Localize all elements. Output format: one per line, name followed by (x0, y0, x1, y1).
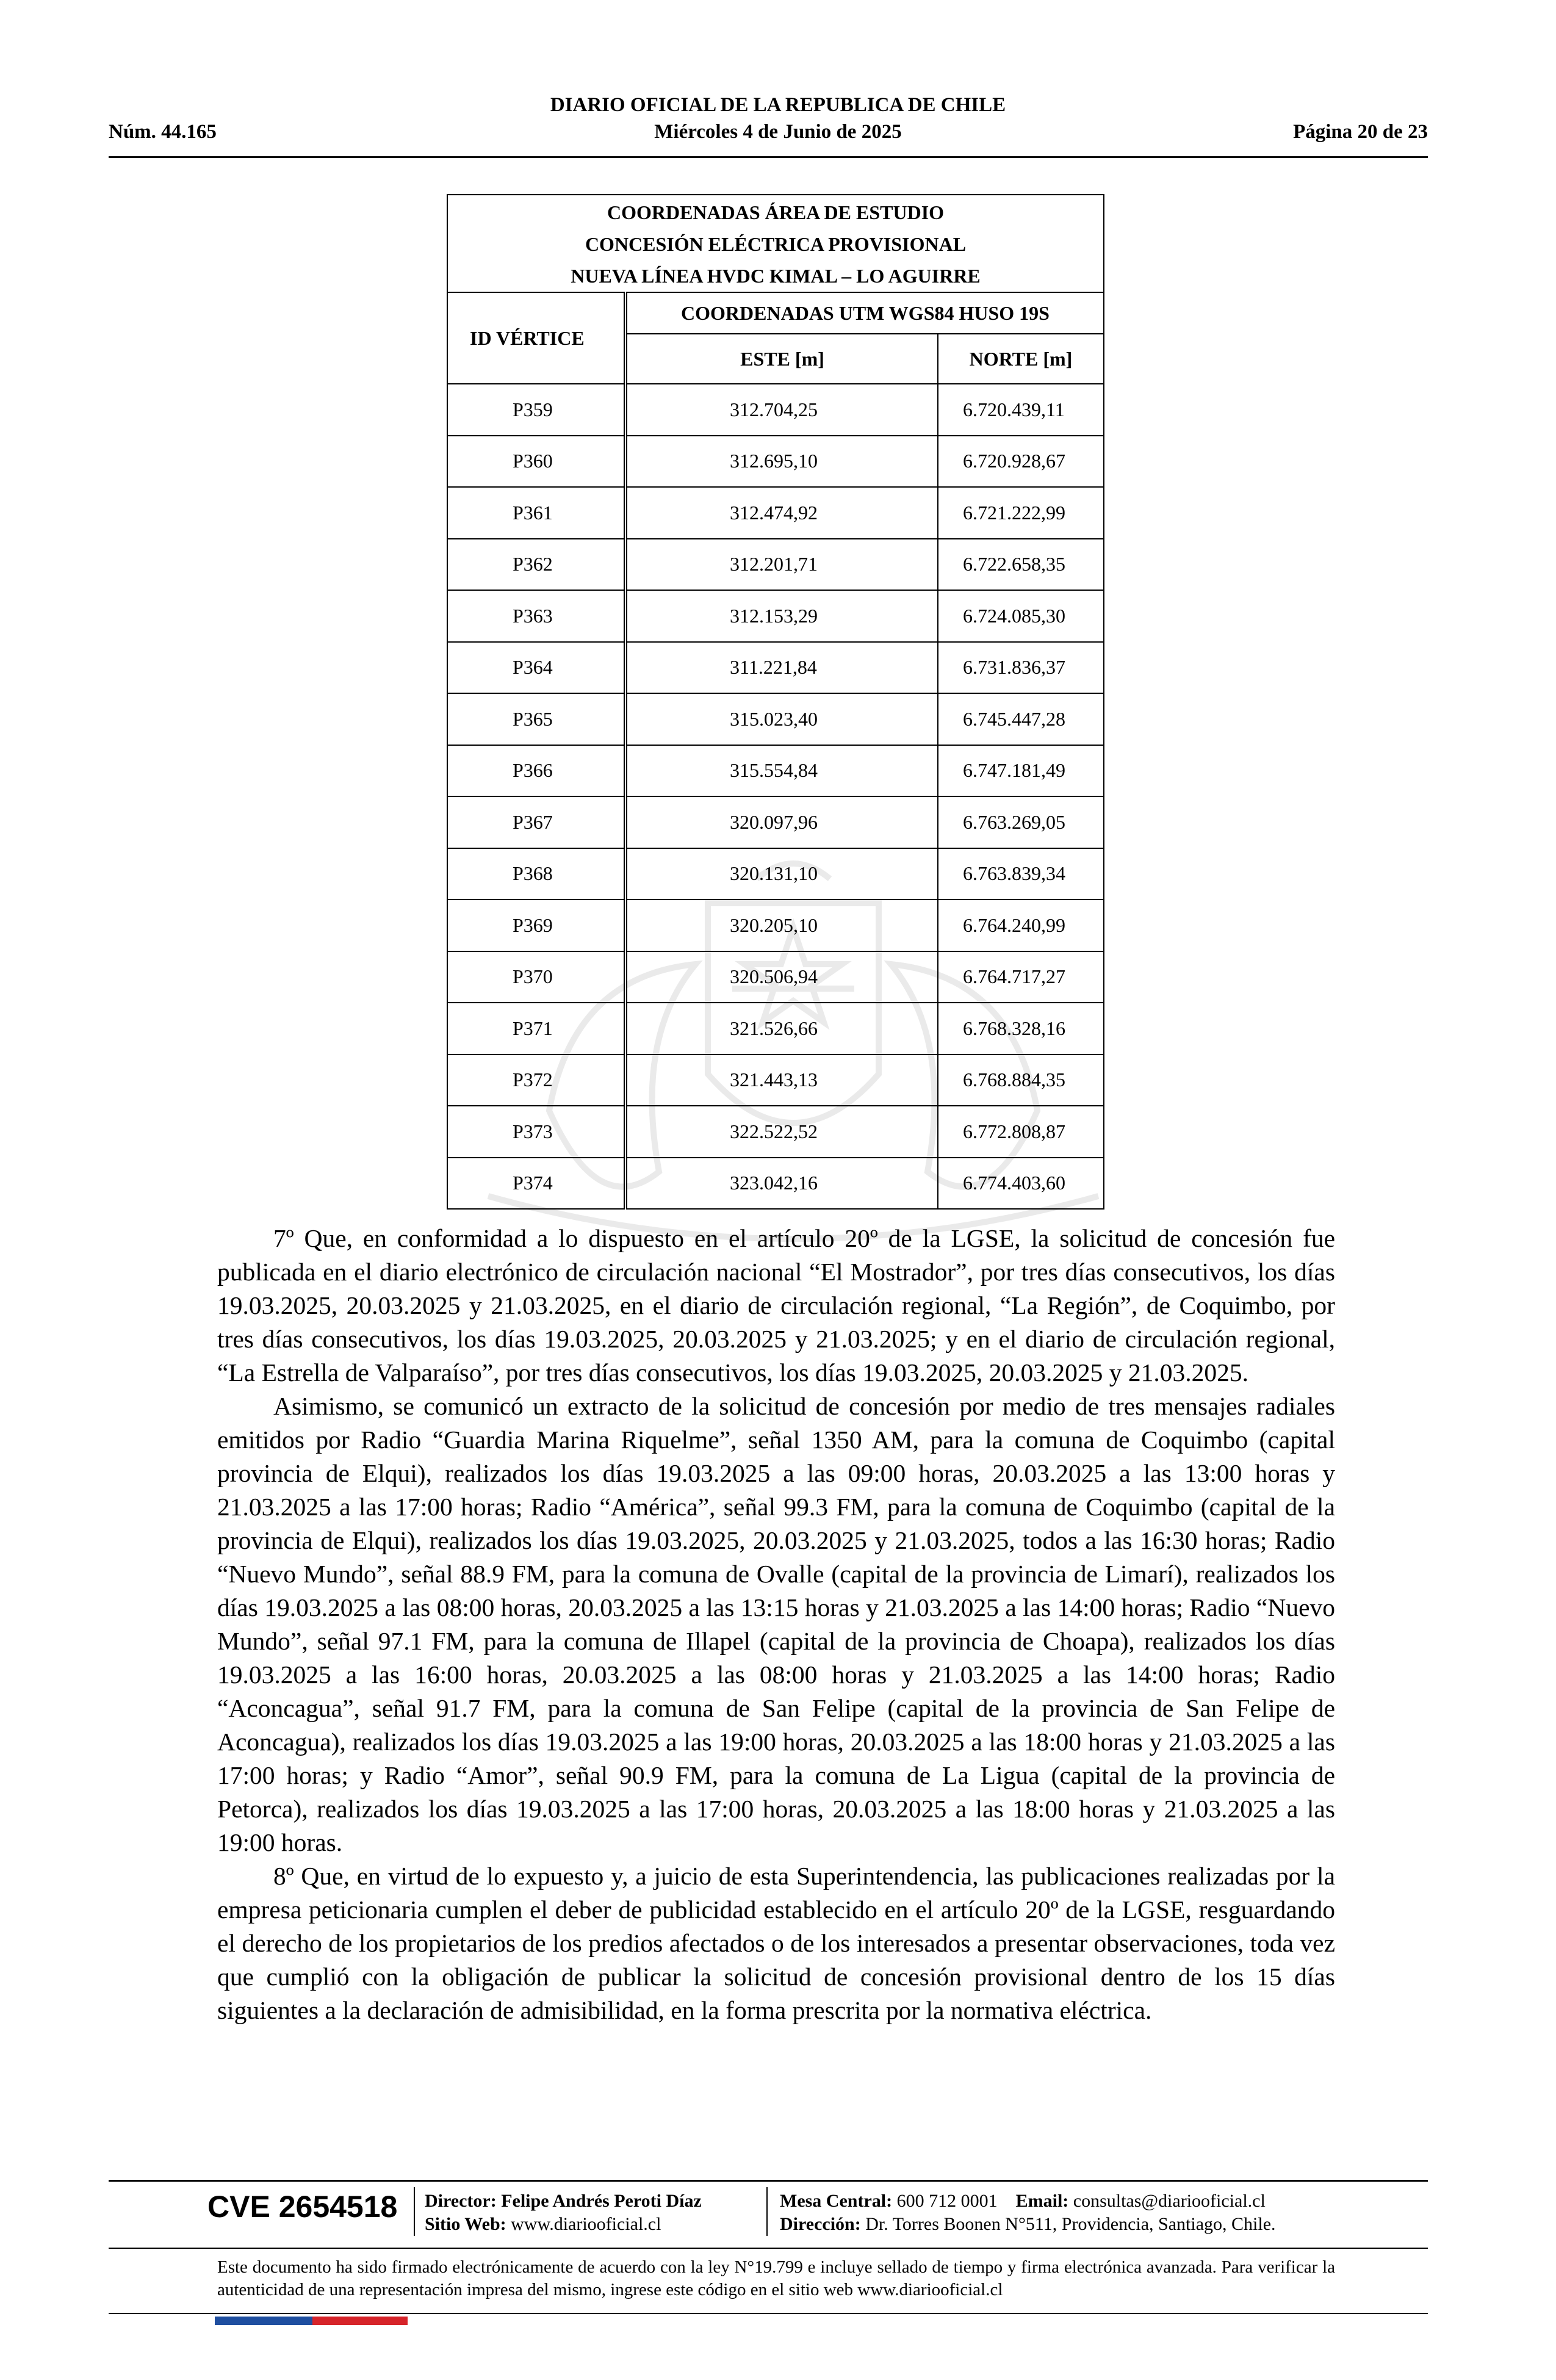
vertex-id-cell: P373 (447, 1106, 625, 1158)
paragraph-radio: Asimismo, se comunicó un extracto de la solicitud de concesión por medio de tres mensajes radiales emitidos por Radio “Guardia Marina Riquelme”, señal 1350 AM, para la comuna de Coquimbo (capital provincia de Elqui), realizados los días 19.03.2025 a las 09:00 horas, 20.03.2025 a las 13:00 horas y 21.03.2025 a las 17:00 horas; Radio “América”, señal 99.3 FM, para la comuna de Coquimbo (capital de la provincia de Elqui), realizados los días 19.03.2025, 20.03.2025 y 21.03.2025, todos a las 16:30 horas; Radio “Nuevo Mundo”, señal 88.9 FM, para la comuna de Ovalle (capital de la provincia de Limarí), realizados los días 19.03.2025 a las 08:00 horas, 20.03.2025 a las 13:15 horas y 21.03.2025 a las 14:00 horas; Radio “Nuevo Mundo”, señal 97.1 FM, para la comuna de Illapel (capital de la provincia de Choapa), realizados los días 19.03.2025 a las 16:00 horas, 20.03.2025 a las 08:00 horas y 21.03.2025 a las 14:00 horas; Radio “Aconcagua”, señal 91.7 FM, para la comuna de San Felipe (capital de la provincia de San Felipe de Aconcagua), realizados los días 19.03.2025 a las 19:00 horas, 20.03.2025 a las 18:00 horas y 21.03.2025 a las 17:00 horas; y Radio “Amor”, señal 90.9 FM, para la comuna de La Ligua (capital de la provincia de Petorca), realizados los días 19.03.2025 a las 17:00 horas, 20.03.2025 a las 18:00 horas y 21.03.2025 a las 19:00 horas. (217, 1392, 1335, 1856)
table-title-1: COORDENADAS ÁREA DE ESTUDIO (607, 201, 945, 223)
norte-cell: 6.722.658,35 (938, 539, 1104, 591)
paragraph-8: 8º Que, en virtud de lo expuesto y, a juicio de esta Superintendencia, las publicaciones realizadas por la empresa peticionaria cumplen el deber de publicidad establecido en el artículo 20º de la LGSE, resguardando el derecho de los propietarios de los predios afectados o de los interesados a presentar observaciones, toda vez que cumplió con la obligación de publicar la solicitud de concesión provisional dentro de los 15 días siguientes a la declaración de admisibilidad, en la forma prescrita por la normativa eléctrica. (217, 1862, 1335, 2024)
este-cell: 312.201,71 (625, 539, 938, 591)
norte-cell: 6.772.808,87 (938, 1106, 1104, 1158)
vertex-id-cell: P368 (447, 848, 625, 900)
page-number: Página 20 de 23 (1293, 121, 1428, 143)
footer-rule-mid (109, 2248, 1428, 2249)
table-row (447, 590, 1104, 642)
norte-cell: 6.763.269,05 (938, 796, 1104, 848)
footer-director-block (425, 2190, 702, 2236)
legal-notice: Este documento ha sido firmado electrónicamente de acuerdo con la ley N°19.799 e incluye sellado de tiempo y firma electrónica avanzada. Para verificar la autenticidad de una representación impresa del mismo, ingrese este código en el sitio web www.diariooficial.cl (217, 2257, 1335, 2299)
table-row (447, 693, 1104, 745)
este-cell: 312.153,29 (625, 590, 938, 642)
footer-rule-top (109, 2180, 1428, 2182)
site-url[interactable]: www.diariooficial.cl (511, 2214, 661, 2234)
vertex-id-cell: P363 (447, 590, 625, 642)
vertex-id-cell: P371 (447, 1003, 625, 1055)
address-value: Dr. Torres Boonen N°511, Providencia, Santiago, Chile. (865, 2214, 1276, 2234)
vertex-id-cell: P364 (447, 642, 625, 694)
paragraph-7: 7º Que, en conformidad a lo dispuesto en el artículo 20º de la LGSE, la solicitud de concesión fue publicada en el diario electrónico de circulación nacional “El Mostrador”, por tres días consecutivos, los días 19.03.2025, 20.03.2025 y 21.03.2025, en el diario de circulación regional, “La Región”, de Coquimbo, por tres días consecutivos, los días 19.03.2025, 20.03.2025 y 21.03.2025; y en el diario de circulación regional, “La Estrella de Valparaíso”, por tres días consecutivos, los días 19.03.2025, 20.03.2025 y 21.03.2025. (217, 1224, 1335, 1387)
table-row (447, 1003, 1104, 1055)
table-row (447, 1055, 1104, 1106)
norte-cell: 6.721.222,99 (938, 487, 1104, 539)
table-row (447, 642, 1104, 694)
vertex-id-cell: P361 (447, 487, 625, 539)
vertex-id-cell: P369 (447, 900, 625, 951)
norte-cell: 6.768.328,16 (938, 1003, 1104, 1055)
email-label: Email: (1015, 2191, 1069, 2211)
table-row (447, 848, 1104, 900)
norte-cell: 6.720.439,11 (938, 384, 1104, 436)
este-cell: 312.474,92 (625, 487, 938, 539)
table-title-3: NUEVA LÍNEA HVDC KIMAL – LO AGUIRRE (571, 265, 981, 287)
este-cell: 312.704,25 (625, 384, 938, 436)
norte-header: NORTE [m] (938, 334, 1104, 384)
vertex-id-cell: P360 (447, 436, 625, 488)
table-row (447, 436, 1104, 488)
table-title-2: CONCESIÓN ELÉCTRICA PROVISIONAL (585, 233, 967, 255)
norte-cell: 6.731.836,37 (938, 642, 1104, 694)
vertex-id-cell: P374 (447, 1158, 625, 1210)
footer-separator-2 (766, 2187, 768, 2236)
norte-cell: 6.747.181,49 (938, 745, 1104, 797)
cve-code: CVE 2654518 (207, 2190, 398, 2224)
table-row (447, 539, 1104, 591)
norte-cell: 6.764.240,99 (938, 900, 1104, 951)
table-row (447, 487, 1104, 539)
este-cell: 320.097,96 (625, 796, 938, 848)
body-text (217, 1222, 1335, 2027)
vertex-id-cell: P362 (447, 539, 625, 591)
table-row (447, 951, 1104, 1003)
norte-cell: 6.724.085,30 (938, 590, 1104, 642)
este-cell: 320.131,10 (625, 848, 938, 900)
issue-number: Núm. 44.165 (109, 121, 217, 143)
vertex-id-cell: P365 (447, 693, 625, 745)
table-row (447, 900, 1104, 951)
este-header: ESTE [m] (625, 334, 938, 384)
address-label: Dirección: (780, 2214, 861, 2234)
flag-bar-blue (215, 2317, 312, 2325)
id-vertex-header: ID VÉRTICE (447, 292, 625, 384)
norte-cell: 6.720.928,67 (938, 436, 1104, 488)
header-rule (109, 156, 1428, 158)
table-row (447, 1106, 1104, 1158)
flag-bar-red (312, 2317, 408, 2325)
coordinates-table (447, 194, 1104, 1210)
norte-cell: 6.745.447,28 (938, 693, 1104, 745)
mesa-label: Mesa Central: (780, 2191, 893, 2211)
email-address[interactable]: consultas@diariooficial.cl (1073, 2191, 1266, 2211)
vertex-id-cell: P372 (447, 1055, 625, 1106)
site-label: Sitio Web: (425, 2214, 506, 2234)
footer-rule-bottom (109, 2313, 1428, 2314)
director-name: Felipe Andrés Peroti Díaz (501, 2191, 702, 2211)
footer-separator-1 (414, 2187, 415, 2236)
este-cell: 312.695,10 (625, 436, 938, 488)
este-cell: 311.221,84 (625, 642, 938, 694)
norte-cell: 6.763.839,34 (938, 848, 1104, 900)
footer-contact-block (780, 2190, 1276, 2236)
table-row (447, 384, 1104, 436)
vertex-id-cell: P370 (447, 951, 625, 1003)
vertex-id-cell: P359 (447, 384, 625, 436)
este-cell: 321.443,13 (625, 1055, 938, 1106)
mesa-phone: 600 712 0001 (896, 2191, 998, 2211)
este-cell: 321.526,66 (625, 1003, 938, 1055)
norte-cell: 6.774.403,60 (938, 1158, 1104, 1210)
table-row (447, 745, 1104, 797)
este-cell: 322.522,52 (625, 1106, 938, 1158)
este-cell: 315.023,40 (625, 693, 938, 745)
norte-cell: 6.768.884,35 (938, 1055, 1104, 1106)
norte-cell: 6.764.717,27 (938, 951, 1104, 1003)
vertex-id-cell: P367 (447, 796, 625, 848)
publication-title: DIARIO OFICIAL DE LA REPUBLICA DE CHILE (550, 94, 1006, 116)
issue-date: Miércoles 4 de Junio de 2025 (654, 121, 902, 143)
este-cell: 320.205,10 (625, 900, 938, 951)
table-row (447, 796, 1104, 848)
utm-header: COORDENADAS UTM WGS84 HUSO 19S (625, 292, 1104, 334)
vertex-id-cell: P366 (447, 745, 625, 797)
director-label: Director: (425, 2191, 497, 2211)
este-cell: 323.042,16 (625, 1158, 938, 1210)
este-cell: 315.554,84 (625, 745, 938, 797)
table-row (447, 1158, 1104, 1210)
este-cell: 320.506,94 (625, 951, 938, 1003)
